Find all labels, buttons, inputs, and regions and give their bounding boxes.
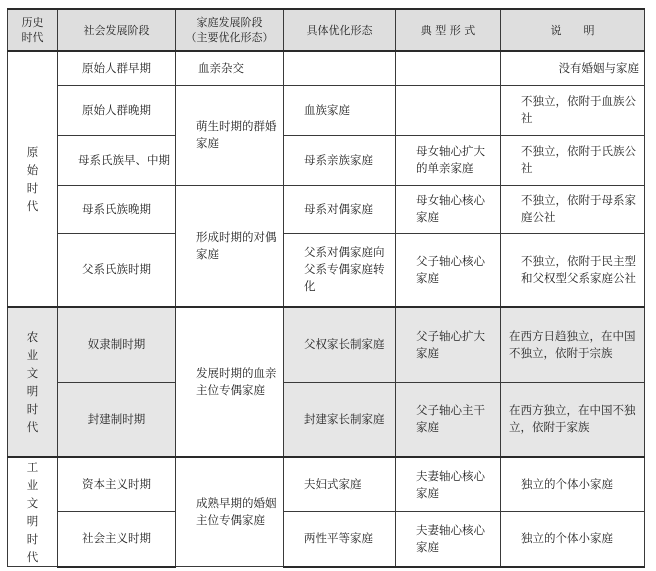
stage-cell: 母系氏族晚期 [58,185,176,233]
header-typical: 典 型 形 式 [396,9,501,51]
typical-cell: 父子轴心主干家庭 [396,382,501,457]
form-cell: 两性平等家庭 [284,512,396,567]
typical-cell [396,85,501,135]
stage-cell: 原始人群晚期 [58,85,176,135]
table-row [8,185,645,233]
form-cell [284,51,396,85]
header-form: 具体优化形态 [284,9,396,51]
note-cell: 不独立，依附于母系家庭公社 [501,185,645,233]
header-row [8,9,645,51]
note-cell: 在西方日趋独立，在中国不独立，依附于宗族 [501,307,645,382]
table-row [8,307,645,382]
form-cell: 封建家长制家庭 [284,382,396,457]
note-cell: 独立的个体小家庭 [501,457,645,512]
note-cell: 在西方独立，在中国不独立，依附于家族 [501,382,645,457]
note-cell: 独立的个体小家庭 [501,512,645,567]
family-stage-merged-hunyin: 成熟早期的婚姻主位专偶家庭 [176,457,284,567]
note-cell: 不独立，依附于氏族公社 [501,135,645,185]
typical-cell: 夫妻轴心核心家庭 [396,457,501,512]
typical-cell [396,51,501,85]
form-cell: 父系对偶家庭向父系专偶家庭转化 [284,233,396,307]
era-primitive: 原始时代 [8,51,58,307]
typical-cell: 夫妻轴心核心家庭 [396,512,501,567]
form-cell: 父权家长制家庭 [284,307,396,382]
header-note: 说 明 [501,9,645,51]
stage-cell: 社会主义时期 [58,512,176,567]
table-row [8,233,645,307]
header-era: 历史时代 [8,9,58,51]
typical-cell: 母女轴心扩大的单亲家庭 [396,135,501,185]
era-agri: 农业文明时代 [8,307,58,457]
note-cell: 不独立，依附于血族公社 [501,85,645,135]
table-row [8,512,645,567]
table-row [8,85,645,135]
typical-cell: 父子轴心核心家庭 [396,233,501,307]
header-stage: 社会发展阶段 [58,9,176,51]
typical-cell: 母女轴心核心家庭 [396,185,501,233]
note-cell: 不独立，依附于民主型和父权型父系家庭公社 [501,233,645,307]
family-stage-cell: 血亲杂交 [176,51,284,85]
table-row [8,135,645,185]
typical-cell: 父子轴心扩大家庭 [396,307,501,382]
table-row [8,382,645,457]
form-cell: 母系亲族家庭 [284,135,396,185]
stage-cell: 父系氏族时期 [58,233,176,307]
form-cell: 夫妇式家庭 [284,457,396,512]
family-development-table [7,8,645,568]
form-cell: 母系对偶家庭 [284,185,396,233]
form-cell: 血族家庭 [284,85,396,135]
table-row [8,51,645,85]
family-stage-merged-qunhun: 萌生时期的群婚家庭 [176,85,284,185]
family-stage-merged-xueqin: 发展时期的血亲主位专偶家庭 [176,307,284,457]
era-industrial: 工业文明时代 [8,457,58,567]
family-stage-merged-duiou: 形成时期的对偶家庭 [176,185,284,307]
header-family-stage: 家庭发展阶段 （主要优化形态） [176,9,284,51]
stage-cell: 母系氏族早、中期 [58,135,176,185]
stage-cell: 原始人群早期 [58,51,176,85]
stage-cell: 奴隶制时期 [58,307,176,382]
table-row [8,457,645,512]
note-cell: 没有婚姻与家庭 [501,51,645,85]
stage-cell: 资本主义时期 [58,457,176,512]
stage-cell: 封建制时期 [58,382,176,457]
